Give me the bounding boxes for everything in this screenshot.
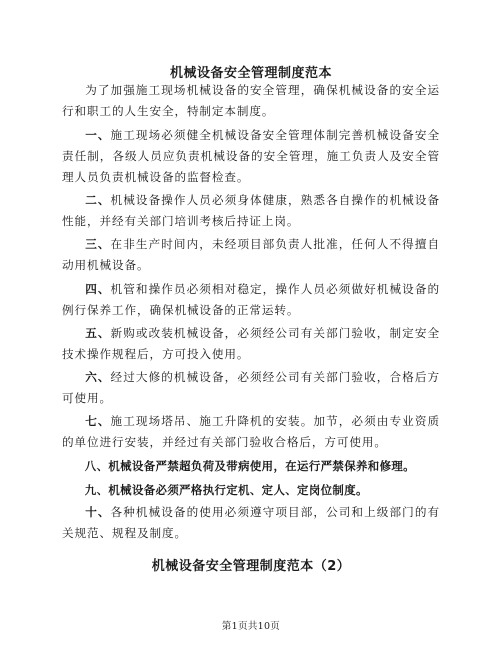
clause-text: 机管和操作员必须相对稳定，操作人员必须做好机械设备的例行保养工作，确保机械设备的正常运转。 bbox=[62, 282, 440, 317]
clause-6 bbox=[62, 367, 440, 409]
clause-number: 二、 bbox=[85, 193, 111, 207]
clause-3 bbox=[62, 234, 440, 276]
clause-number: 四、 bbox=[85, 282, 111, 296]
intro-paragraph: 为了加强施工现场机械设备的安全管理，确保机械设备的安全运行和职工的人生安全，特制定本制度。 bbox=[62, 83, 440, 118]
clause-7 bbox=[62, 411, 440, 453]
clause-number: 六、 bbox=[85, 370, 111, 384]
clause-text: 机械设备必须严格执行定机、定人、定岗位制度。 bbox=[108, 483, 368, 497]
clause-number: 一、 bbox=[85, 128, 111, 142]
clause-number: 八、 bbox=[84, 459, 109, 473]
clause-8 bbox=[62, 456, 440, 477]
clause-number: 五、 bbox=[85, 326, 111, 340]
clause-text: 施工现场塔吊、施工升降机的安装。加节，必须由专业资质的单位进行安装，并经过有关部门验收合格后，方可使用。 bbox=[62, 414, 440, 449]
document-title: 机械设备安全管理制度范本 bbox=[169, 66, 332, 81]
clause-number: 十、 bbox=[85, 505, 111, 519]
clause-9 bbox=[62, 480, 440, 501]
clause-text: 在非生产时间内，未经项目部负责人批准，任何人不得擅自动用机械设备。 bbox=[62, 237, 440, 272]
next-section-title: 机械设备安全管理制度范本（2） bbox=[151, 559, 351, 574]
clause-text: 机械设备操作人员必须身体健康，熟悉各自操作的机械设备性能，并经有关部门培训考核后持证上岗。 bbox=[62, 193, 440, 228]
clause-number: 三、 bbox=[85, 237, 111, 251]
clause-10 bbox=[62, 502, 440, 544]
clause-text: 新购或改装机械设备，必须经公司有关部门验收，制定安全技术操作规程后，方可投入使用。 bbox=[62, 326, 440, 361]
clause-5 bbox=[62, 323, 440, 365]
page-number: 第1页共10页 bbox=[221, 621, 281, 632]
clause-4 bbox=[62, 279, 440, 321]
clause-number: 七、 bbox=[85, 414, 111, 428]
clause-text: 施工现场必须健全机械设备安全管理体制完善机械设备安全责任制，各级人员应负责机械设备的安全管理，施工负责人及安全管理人员负责机械设备的监督检查。 bbox=[62, 128, 440, 184]
clause-1 bbox=[62, 125, 440, 188]
clause-text: 经过大修的机械设备，必须经公司有关部门验收，合格后方可使用。 bbox=[62, 370, 440, 405]
clause-text: 各种机械设备的使用必须遵守项目部，公司和上级部门的有关规范、规程及制度。 bbox=[62, 505, 440, 540]
clause-text: 机械设备严禁超负荷及带病使用，在运行严禁保养和修理。 bbox=[108, 459, 415, 473]
clause-2 bbox=[62, 190, 440, 232]
clause-number: 九、 bbox=[84, 483, 109, 497]
